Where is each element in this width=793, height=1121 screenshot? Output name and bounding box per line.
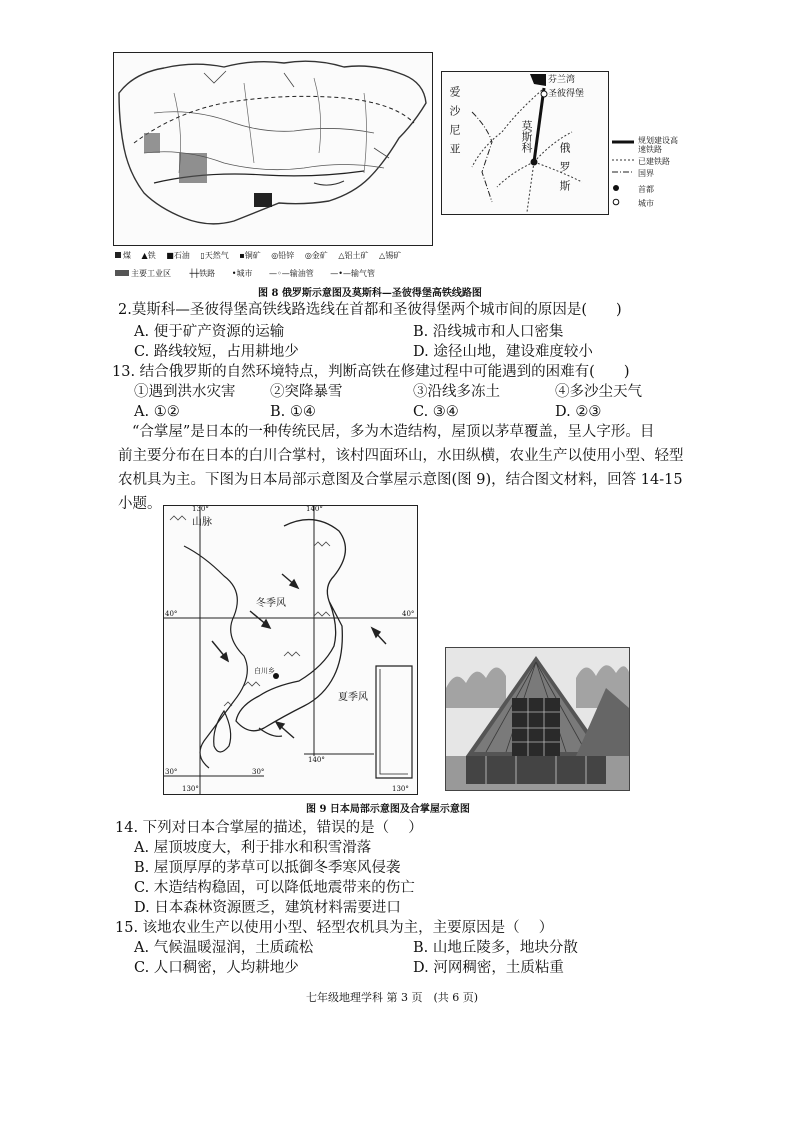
moscow-label: 莫斯科 [520, 120, 533, 153]
legend-city-symbol: 城市 [236, 269, 253, 278]
q13-item-3: ③沿线多冻土 [413, 384, 500, 400]
q12-option-c: C. 路线较短，占用耕地少 [134, 344, 299, 360]
legend-planned-hsr: 规划建设高速铁路 [638, 136, 678, 154]
legend-bauxite: 铝土矿 [344, 251, 369, 260]
japan-map-drawing [164, 506, 417, 794]
q12-stem: 2.莫斯科—圣彼得堡高铁线路选线在首都和圣彼得堡两个城市间的原因是( ) [118, 302, 622, 318]
q15-option-b: B. 山地丘陵多，地块分散 [413, 940, 578, 956]
russia-map-drawing [114, 53, 432, 245]
lat-30-left: 30° [165, 768, 178, 776]
q14-stem: 14. 下列对日本合掌屋的描述，错误的是（ ） [115, 820, 423, 836]
legend-railway: 铁路 [199, 269, 216, 278]
q13-option-c: C. ③④ [413, 404, 459, 420]
q13-stem: 13. 结合俄罗斯的自然环境特点，判断高铁在修建过程中可能遇到的困难有( ) [112, 364, 630, 380]
q13-option-d: D. ②③ [555, 404, 602, 420]
page-footer: 七年级地理学科 第 3 页 (共 6 页) [306, 991, 479, 1004]
q14-option-c: C. 木造结构稳固，可以降低地震带来的伤亡 [134, 880, 415, 896]
legend-existing-railway: 已建铁路 [638, 157, 670, 166]
russia-map-legend-row2: 主要工业区 ┼┼铁路 •城市 —◦—输油管 —•—输气管 [115, 268, 435, 280]
figure8-caption: 图 8 俄罗斯示意图及莫斯科—圣彼得堡高铁线路图 [258, 288, 482, 299]
estonia-label: 爱沙尼亚 [448, 86, 461, 162]
q13-option-b: B. ①④ [270, 404, 316, 420]
mountain-legend-label: 山脉 [192, 517, 212, 528]
intro-line-3: 农机具为主。下图为日本局部示意图及合掌屋示意图(图 9)，结合图文材料，回答 14-15 [118, 472, 683, 488]
q13-item-4: ④多沙尘天气 [555, 384, 642, 400]
st-petersburg-label: 圣彼得堡 [548, 89, 585, 99]
lon-130-bottom-right: 130° [392, 785, 409, 793]
legend-copper: 铜矿 [244, 251, 261, 260]
legend-leadzinc: 铅锌 [278, 251, 295, 260]
q13-option-a: A. ①② [134, 404, 180, 420]
lon-130-top: 130° [192, 505, 209, 513]
q12-option-d: D. 途径山地，建设难度较小 [413, 344, 593, 360]
gassho-house-drawing [446, 648, 629, 790]
intro-line-4: 小题。 [118, 496, 162, 512]
legend-tin: 锡矿 [385, 251, 402, 260]
hsr-inset-map [441, 71, 609, 215]
figure9-caption: 图 9 日本局部示意图及合掌屋示意图 [306, 804, 470, 815]
lat-40-right: 40° [402, 610, 415, 618]
q15-option-d: D. 河网稠密，土质粘重 [413, 960, 564, 976]
legend-iron: 铁 [147, 251, 156, 260]
lon-130-bottom: 130° [182, 785, 199, 793]
q13-item-2: ②突降暴雪 [270, 384, 343, 400]
finland-bay-label: 芬兰湾 [548, 75, 576, 85]
q13-item-1: ①遇到洪水灾害 [134, 384, 236, 400]
russia-map-legend-row1: 煤 ▲铁 ■石油 ▯天然气 ▪铜矿 ◎铅锌 ◎金矿 △铝土矿 △锡矿 [115, 250, 435, 262]
q14-option-b: B. 屋顶厚厚的茅草可以抵御冬季寒风侵袭 [134, 860, 401, 876]
intro-paragraph [118, 420, 690, 516]
intro-line-1: “合掌屋”是日本的一种传统民居，多为木造结构，屋顶以茅草覆盖，呈人字形。目 [132, 424, 655, 440]
legend-gas: 天然气 [204, 251, 229, 260]
gassho-house-illustration [445, 647, 630, 791]
legend-city: 城市 [638, 199, 654, 208]
russia-map [113, 52, 433, 246]
q15-option-c: C. 人口稠密，人均耕地少 [134, 960, 299, 976]
legend-oil: 石油 [173, 251, 190, 260]
japan-map [163, 505, 418, 795]
q14-option-a: A. 屋顶坡度大，利于排水和积雪滑落 [134, 840, 372, 856]
q12-option-a: A. 便于矿产资源的运输 [134, 324, 285, 340]
legend-capital: 首都 [638, 185, 654, 194]
q12-option-b: B. 沿线城市和人口密集 [413, 324, 564, 340]
legend-gas-pipe: 输气管 [350, 269, 375, 278]
lat-40-left: 40° [165, 610, 178, 618]
q14-option-d: D. 日本森林资源匮乏，建筑材料需要进口 [134, 900, 401, 916]
legend-industrial: 主要工业区 [131, 269, 171, 278]
inset-legend [612, 136, 684, 216]
shirakawa-village-label: 白川乡 [254, 667, 275, 675]
russia-label: 俄罗斯 [558, 142, 571, 199]
q15-option-a: A. 气候温暖湿润，土质疏松 [134, 940, 314, 956]
legend-gold: 金矿 [311, 251, 328, 260]
intro-line-2: 前主要分布在日本的白川合掌村，该村四面环山，水田纵横，农业生产以使用小型、轻型 [118, 448, 684, 464]
legend-border: 国界 [638, 169, 654, 178]
legend-coal: 煤 [123, 251, 131, 260]
legend-oil-pipe: 输油管 [289, 269, 314, 278]
lat-30-right: 30° [252, 768, 265, 776]
q15-stem: 15. 该地农业生产以使用小型、轻型农机具为主，主要原因是（ ） [115, 920, 554, 936]
lon-140-top: 140° [306, 505, 323, 513]
winter-wind-label: 冬季风 [256, 598, 286, 609]
lon-140-bottom: 140° [308, 756, 325, 764]
summer-wind-label: 夏季风 [338, 692, 368, 703]
